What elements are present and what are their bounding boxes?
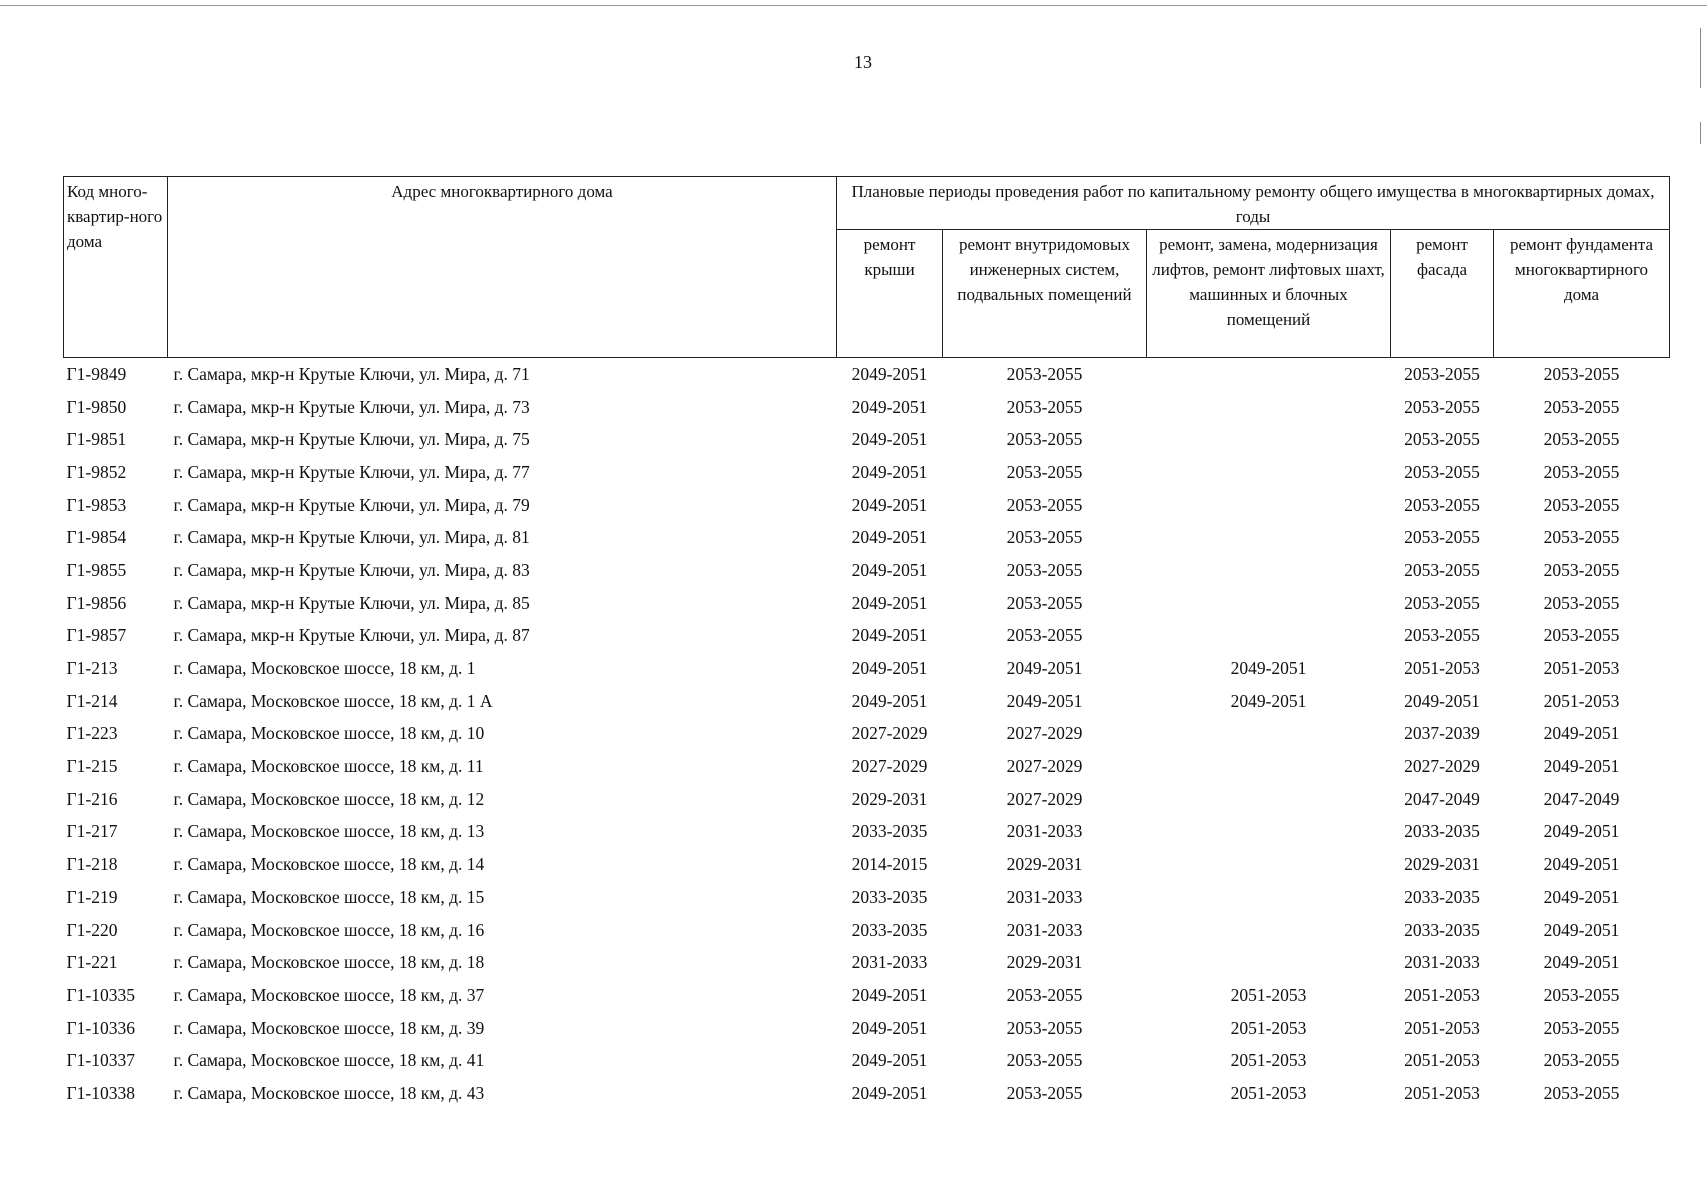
header-facade: ремонт фасада [1391,230,1494,358]
cell-roof: 2033-2035 [851,886,928,907]
cell-facade: 2033-2035 [1404,919,1480,940]
cell-address: г. Самара, Московское шоссе, 18 км, д. 1 [173,658,476,679]
cell-foundation: 2049-2051 [1543,756,1620,777]
cell-code: Г1-9852 [66,461,127,482]
cell-engineering: 2031-2033 [1006,886,1083,907]
cell-engineering: 2027-2029 [1006,756,1083,777]
cell-address: г. Самара, мкр-н Крутые Ключи, ул. Мира, д. 75 [173,429,530,450]
cell-elevators: 2049-2051 [1230,658,1307,679]
table-row [64,489,1670,522]
cell-engineering: 2031-2033 [1006,919,1083,940]
cell-foundation: 2049-2051 [1543,886,1620,907]
cell-roof: 2049-2051 [851,494,928,515]
cell-roof: 2014-2015 [851,854,928,875]
capital-repair-schedule-table [63,176,1670,1110]
cell-facade: 2051-2053 [1404,1017,1480,1038]
cell-foundation: 2053-2055 [1543,527,1620,548]
cell-engineering: 2029-2031 [1006,854,1083,875]
cell-facade: 2051-2053 [1404,984,1480,1005]
table-header [64,177,1670,358]
cell-roof: 2031-2033 [851,952,928,973]
cell-facade: 2033-2035 [1404,821,1480,842]
cell-roof: 2029-2031 [851,788,928,809]
page-number: 13 [854,52,872,72]
cell-address: г. Самара, Московское шоссе, 18 км, д. 15 [173,886,485,907]
cell-facade: 2053-2055 [1404,559,1480,580]
cell-elevators [1147,718,1391,751]
cell-code: Г1-9851 [66,429,127,450]
cell-address: г. Самара, Московское шоссе, 18 км, д. 13 [173,821,485,842]
cell-foundation: 2049-2051 [1543,821,1620,842]
cell-engineering: 2053-2055 [1006,494,1083,515]
cell-foundation: 2053-2055 [1543,984,1620,1005]
table-row [64,423,1670,456]
cell-code: Г1-9856 [66,592,127,613]
cell-address: г. Самара, Московское шоссе, 18 км, д. 39 [173,1017,485,1038]
cell-code: Г1-9850 [66,396,127,417]
cell-facade: 2051-2053 [1404,658,1480,679]
table-row [64,554,1670,587]
cell-code: Г1-9853 [66,494,127,515]
scan-margin-mark [1700,122,1701,144]
cell-foundation: 2049-2051 [1543,952,1620,973]
cell-elevators [1147,489,1391,522]
table-row [64,946,1670,979]
cell-foundation: 2053-2055 [1543,559,1620,580]
cell-elevators [1147,587,1391,620]
cell-foundation: 2053-2055 [1543,1017,1620,1038]
cell-engineering: 2053-2055 [1006,625,1083,646]
cell-code: Г1-10335 [66,984,135,1005]
table-row [64,620,1670,653]
cell-facade: 2053-2055 [1404,363,1480,384]
cell-elevators [1147,358,1391,391]
cell-elevators [1147,620,1391,653]
cell-engineering: 2053-2055 [1006,527,1083,548]
cell-code: Г1-9854 [66,527,127,548]
cell-code: Г1-10338 [66,1082,135,1103]
cell-engineering: 2053-2055 [1006,461,1083,482]
table-row [64,750,1670,783]
cell-roof: 2049-2051 [851,363,928,384]
scan-edge-line [0,5,1707,6]
cell-elevators: 2051-2053 [1230,1082,1307,1103]
cell-foundation: 2053-2055 [1543,1050,1620,1071]
cell-address: г. Самара, мкр-н Крутые Ключи, ул. Мира, д. 81 [173,527,530,548]
cell-engineering: 2029-2031 [1006,952,1083,973]
cell-engineering: 2053-2055 [1006,1082,1083,1103]
cell-engineering: 2049-2051 [1006,658,1083,679]
cell-code: Г1-213 [66,658,118,679]
cell-engineering: 2053-2055 [1006,559,1083,580]
table-row [64,914,1670,947]
cell-elevators [1147,816,1391,849]
cell-foundation: 2053-2055 [1543,396,1620,417]
cell-facade: 2027-2029 [1404,756,1480,777]
cell-facade: 2053-2055 [1404,396,1480,417]
cell-elevators [1147,914,1391,947]
cell-roof: 2033-2035 [851,919,928,940]
cell-elevators [1147,881,1391,914]
header-elevators: ремонт, замена, модернизация лифтов, ремонт лифтовых шахт, машинных и блочных помещений [1147,230,1391,358]
cell-code: Г1-10337 [66,1050,135,1071]
cell-address: г. Самара, мкр-н Крутые Ключи, ул. Мира, д. 87 [173,625,530,646]
cell-roof: 2049-2051 [851,592,928,613]
table-row [64,358,1670,391]
cell-code: Г1-217 [66,821,118,842]
cell-roof: 2049-2051 [851,690,928,711]
cell-elevators [1147,423,1391,456]
cell-address: г. Самара, Московское шоссе, 18 км, д. 41 [173,1050,485,1071]
cell-address: г. Самара, Московское шоссе, 18 км, д. 10 [173,723,485,744]
table-row [64,652,1670,685]
cell-roof: 2049-2051 [851,559,928,580]
cell-facade: 2053-2055 [1404,625,1480,646]
cell-engineering: 2053-2055 [1006,429,1083,450]
cell-address: г. Самара, Московское шоссе, 18 км, д. 1 А [173,690,493,711]
cell-address: г. Самара, Московское шоссе, 18 км, д. 16 [173,919,485,940]
table-row [64,1012,1670,1045]
cell-roof: 2049-2051 [851,984,928,1005]
cell-elevators: 2051-2053 [1230,984,1307,1005]
cell-roof: 2049-2051 [851,625,928,646]
cell-elevators [1147,848,1391,881]
cell-facade: 2051-2053 [1404,1050,1480,1071]
header-roof: ремонт крыши [837,230,943,358]
cell-elevators [1147,554,1391,587]
header-code: Код много-квартир-ного дома [64,177,168,358]
table-row [64,521,1670,554]
table-row [64,587,1670,620]
table-row [64,881,1670,914]
cell-foundation: 2049-2051 [1543,723,1620,744]
cell-code: Г1-9857 [66,625,127,646]
cell-address: г. Самара, Московское шоссе, 18 км, д. 43 [173,1082,485,1103]
cell-facade: 2049-2051 [1404,690,1480,711]
cell-engineering: 2053-2055 [1006,396,1083,417]
cell-code: Г1-9849 [66,363,127,384]
cell-engineering: 2053-2055 [1006,1050,1083,1071]
cell-address: г. Самара, Московское шоссе, 18 км, д. 37 [173,984,485,1005]
cell-address: г. Самара, мкр-н Крутые Ключи, ул. Мира, д. 77 [173,461,530,482]
cell-address: г. Самара, мкр-н Крутые Ключи, ул. Мира, д. 83 [173,559,530,580]
cell-address: г. Самара, Московское шоссе, 18 км, д. 12 [173,788,485,809]
header-engineering: ремонт внутридомовых инженерных систем, подвальных помещений [943,230,1147,358]
cell-elevators [1147,456,1391,489]
table-row [64,783,1670,816]
cell-engineering: 2049-2051 [1006,690,1083,711]
table-body [64,358,1670,1110]
cell-roof: 2049-2051 [851,461,928,482]
cell-elevators: 2049-2051 [1230,690,1307,711]
cell-foundation: 2053-2055 [1543,429,1620,450]
cell-address: г. Самара, мкр-н Крутые Ключи, ул. Мира, д. 85 [173,592,530,613]
cell-code: Г1-218 [66,854,118,875]
cell-elevators: 2051-2053 [1230,1050,1307,1071]
cell-elevators [1147,391,1391,424]
table-row [64,816,1670,849]
cell-roof: 2049-2051 [851,429,928,450]
cell-engineering: 2027-2029 [1006,723,1083,744]
cell-engineering: 2053-2055 [1006,1017,1083,1038]
cell-roof: 2027-2029 [851,756,928,777]
cell-code: Г1-215 [66,756,118,777]
cell-foundation: 2051-2053 [1543,690,1620,711]
cell-facade: 2037-2039 [1404,723,1480,744]
cell-foundation: 2049-2051 [1543,854,1620,875]
cell-foundation: 2053-2055 [1543,625,1620,646]
cell-address: г. Самара, мкр-н Крутые Ключи, ул. Мира, д. 79 [173,494,530,515]
cell-elevators [1147,783,1391,816]
cell-address: г. Самара, Московское шоссе, 18 км, д. 14 [173,854,485,875]
cell-code: Г1-9855 [66,559,127,580]
cell-elevators [1147,750,1391,783]
cell-facade: 2053-2055 [1404,527,1480,548]
cell-foundation: 2053-2055 [1543,363,1620,384]
cell-facade: 2031-2033 [1404,952,1480,973]
cell-engineering: 2053-2055 [1006,984,1083,1005]
cell-foundation: 2053-2055 [1543,1082,1620,1103]
header-foundation: ремонт фундамента многоквартирного дома [1494,230,1670,358]
table-row [64,456,1670,489]
header-periods-group: Плановые периоды проведения работ по капитальному ремонту общего имущества в многоквартирных домах, годы [837,177,1670,230]
cell-address: г. Самара, Московское шоссе, 18 км, д. 11 [173,756,484,777]
cell-roof: 2049-2051 [851,396,928,417]
table-row [64,1077,1670,1110]
cell-code: Г1-221 [66,952,118,973]
cell-facade: 2053-2055 [1404,592,1480,613]
cell-facade: 2053-2055 [1404,429,1480,450]
cell-facade: 2029-2031 [1404,854,1480,875]
cell-code: Г1-216 [66,788,118,809]
cell-address: г. Самара, мкр-н Крутые Ключи, ул. Мира, д. 71 [173,363,530,384]
cell-facade: 2047-2049 [1404,788,1480,809]
cell-address: г. Самара, мкр-н Крутые Ключи, ул. Мира, д. 73 [173,396,530,417]
table-row [64,848,1670,881]
table-row [64,391,1670,424]
cell-code: Г1-214 [66,690,118,711]
table-row [64,1044,1670,1077]
header-address: Адрес многоквартирного дома [168,177,837,358]
cell-facade: 2053-2055 [1404,494,1480,515]
cell-elevators [1147,521,1391,554]
cell-foundation: 2053-2055 [1543,494,1620,515]
cell-code: Г1-10336 [66,1017,135,1038]
cell-elevators [1147,946,1391,979]
cell-roof: 2049-2051 [851,527,928,548]
cell-facade: 2051-2053 [1404,1082,1480,1103]
table-row [64,718,1670,751]
table-row [64,685,1670,718]
cell-engineering: 2027-2029 [1006,788,1083,809]
cell-foundation: 2051-2053 [1543,658,1620,679]
cell-roof: 2049-2051 [851,1050,928,1071]
cell-code: Г1-220 [66,919,118,940]
cell-facade: 2053-2055 [1404,461,1480,482]
cell-facade: 2033-2035 [1404,886,1480,907]
cell-foundation: 2049-2051 [1543,919,1620,940]
cell-engineering: 2053-2055 [1006,592,1083,613]
cell-engineering: 2031-2033 [1006,821,1083,842]
cell-roof: 2027-2029 [851,723,928,744]
cell-code: Г1-223 [66,723,118,744]
cell-roof: 2049-2051 [851,658,928,679]
cell-roof: 2033-2035 [851,821,928,842]
cell-address: г. Самара, Московское шоссе, 18 км, д. 18 [173,952,485,973]
cell-code: Г1-219 [66,886,118,907]
cell-foundation: 2053-2055 [1543,461,1620,482]
cell-foundation: 2053-2055 [1543,592,1620,613]
cell-roof: 2049-2051 [851,1082,928,1103]
table-row [64,979,1670,1012]
cell-elevators: 2051-2053 [1230,1017,1307,1038]
cell-engineering: 2053-2055 [1006,363,1083,384]
cell-roof: 2049-2051 [851,1017,928,1038]
cell-foundation: 2047-2049 [1543,788,1620,809]
